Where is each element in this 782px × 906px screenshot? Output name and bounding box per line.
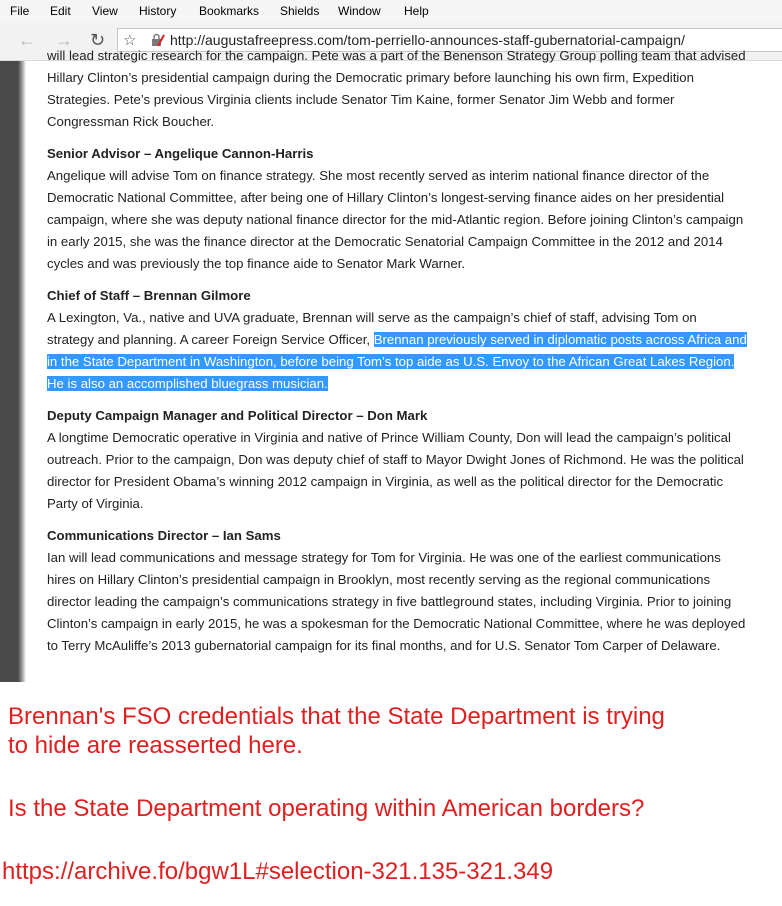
section-deputy-campaign-manager [47,405,747,515]
back-arrow-icon[interactable]: ← [18,30,36,50]
section-body: A Lexington, Va., native and UVA graduate, Brennan will serve as the campaign’s chief of staff, advising Tom on strategy and planning. A career Foreign Service Officer, [47,310,697,347]
selected-text[interactable]: Brennan previously served in diplomatic posts across Africa and in the State Department in Washington, before being Tom’s top aide as U.S. Envoy to the African Great Lakes Region. He is also an accomplished bluegrass musician. [47,332,747,391]
section-body: Angelique will advise Tom on finance strategy. She most recently served as interim national finance director of the Democratic National Committee, after being one of Hillary Clinton’s longest-serving finance aides on her presidential campaign, where she was deputy national finance director for the mid-Atlantic region. Before joining Clinton’s campaign in early 2015, she was the finance director at the Democratic Senatorial Campaign Committee in the 2012 and 2014 cycles and was previously the top finance aide to Senator Mark Warner. [47,168,744,271]
page-left-border [0,61,26,682]
menu-history[interactable]: History [139,4,177,18]
forward-arrow-icon[interactable]: → [55,30,73,50]
url-text[interactable]: http://augustafreepress.com/tom-perriello-announces-staff-gubernatorial-campaign/ [170,32,685,48]
menu-shields[interactable]: Shields [280,4,320,18]
menu-help[interactable]: Help [404,4,429,18]
caption-line-1: Brennan's FSO credentials that the State Department is trying [8,703,665,730]
bookmark-star-icon[interactable]: ☆ [123,32,137,49]
menu-edit[interactable]: Edit [50,4,71,18]
section-body: Ian will lead communications and message strategy for Tom for Virginia. He was one of the earliest communications hires on Hillary Clinton’s presidential campaign in Brooklyn, most recently serving as the regional communications director leading the campaign’s communications strategy in five battleground states, including Virginia. Prior to joining Clinton’s campaign in early 2015, he was a spokesman for the Democratic National Committee, where he was deployed to Terry McAuliffe’s 2013 gubernatorial campaign for its final months, and for U.S. Senator Tom Carper of Delaware. [47,550,746,653]
caption-line-2: to hide are reasserted here. [8,732,303,759]
reload-icon[interactable]: ↻ [90,30,106,50]
menu-view[interactable]: View [92,4,118,18]
section-heading: Deputy Campaign Manager and Political Director – Don Mark [47,408,428,423]
menu-bar [0,0,782,22]
caption-line-3: Is the State Department operating within American borders? [8,795,645,822]
menu-file[interactable]: File [10,4,30,18]
caption-link: https://archive.fo/bgw1L#selection-321.135-321.349 [2,858,554,885]
article-body [47,45,747,683]
menu-bookmarks[interactable]: Bookmarks [199,4,260,18]
article-intro: will lead strategic research for the campaign. Pete was a part of the Benenson Strategy Group polling team that advised Hillary Clinton’s presidential campaign during the Democratic primary before launching his own firm, Expedition Strategies. Pete’s previous Virginia clients include Senator Tim Kaine, former Senator Jim Webb and former Congressman Rick Boucher. [47,48,746,129]
section-body: A longtime Democratic operative in Virginia and native of Prince William County, Don will lead the campaign’s political outreach. Prior to the campaign, Don was deputy chief of staff to Mayor Dwight Jones of Richmond. He was the political director for President Obama’s winning 2012 campaign in Virginia, as well as the political director for the Democratic Party of Virginia. [47,430,744,511]
section-chief-of-staff [47,285,747,395]
section-heading: Communications Director – Ian Sams [47,528,281,543]
section-communications-director [47,525,747,657]
section-senior-advisor [47,143,747,275]
section-heading: Chief of Staff – Brennan Gilmore [47,288,251,303]
section-heading: Senior Advisor – Angelique Cannon-Harris [47,146,314,161]
menu-window[interactable]: Window [338,4,381,18]
annotation-caption [0,683,782,906]
